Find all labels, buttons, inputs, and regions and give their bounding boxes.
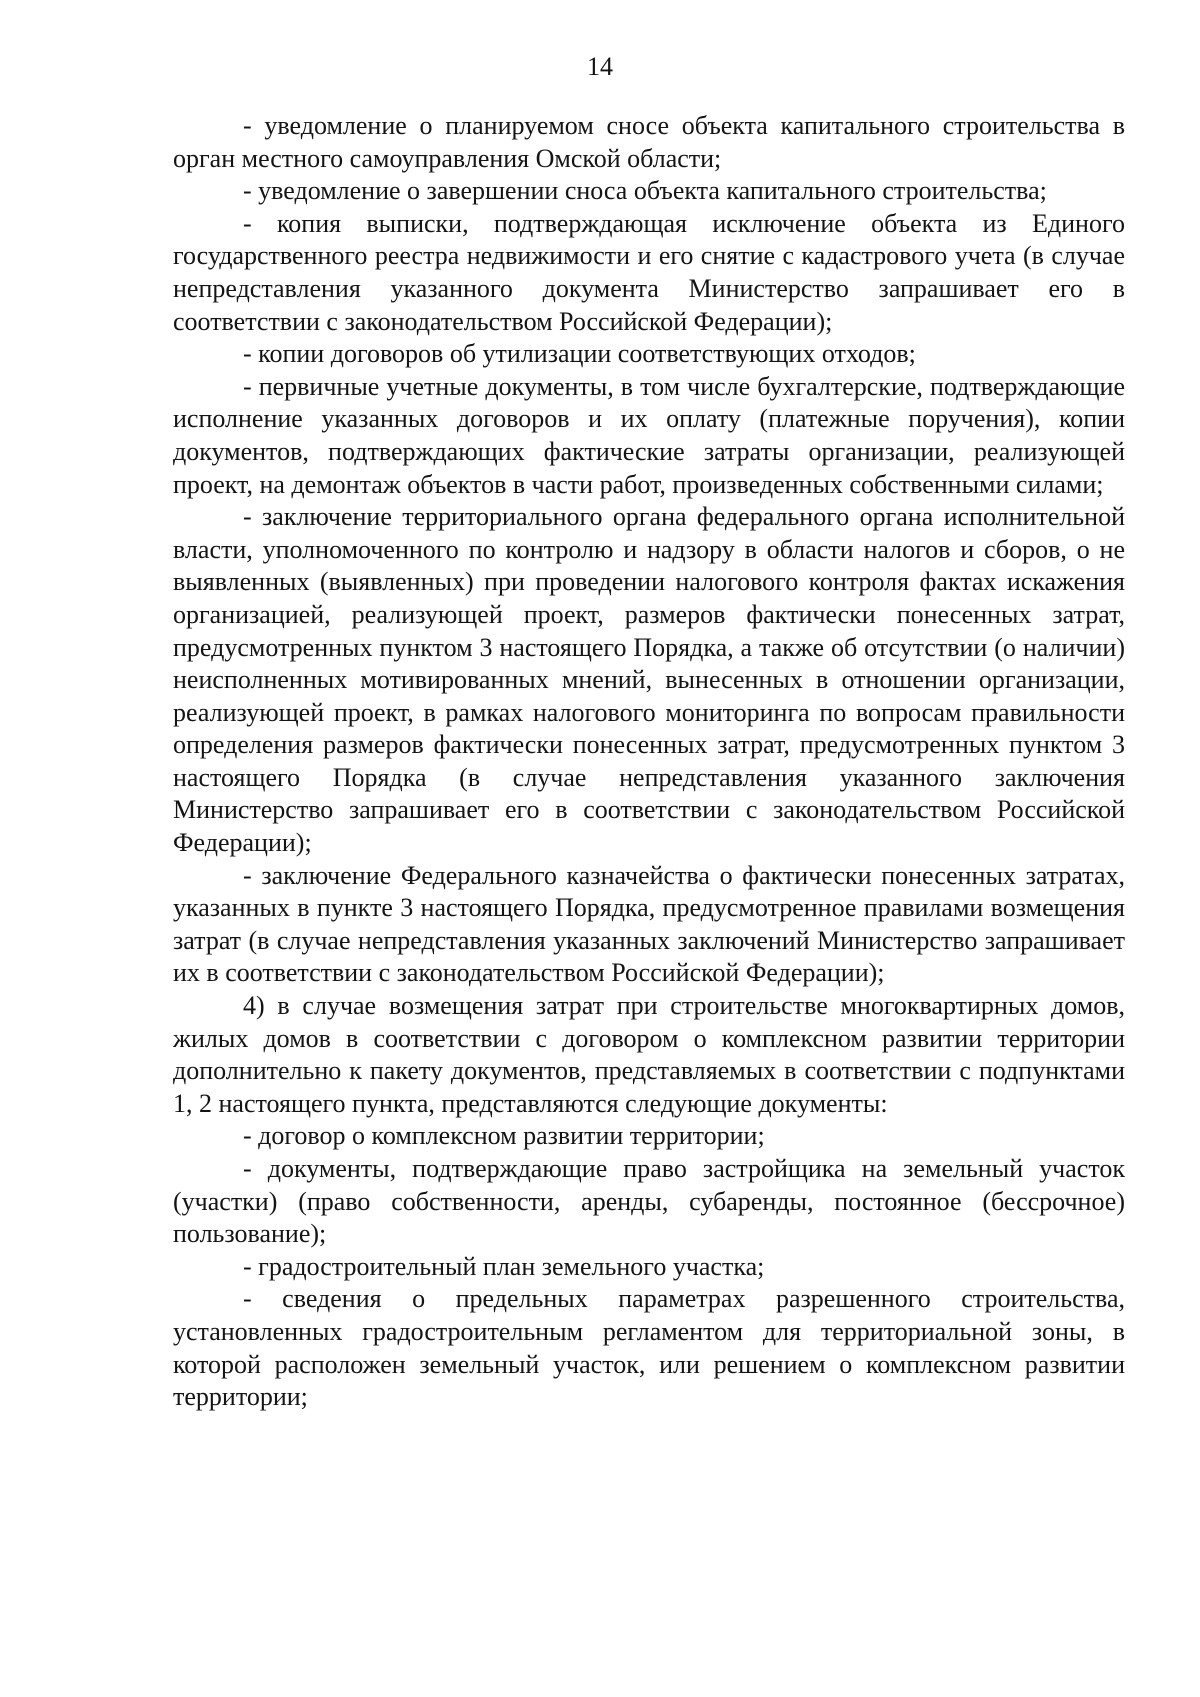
page-number: 14	[587, 52, 613, 81]
paragraph-notice-demolition-completed: - уведомление о завершении сноса объекта капитального строительства;	[243, 176, 1047, 206]
paragraph-land-rights-documents: - документы, подтверждающие право застройщика на земельный участок (участки) (право собственности, аренды, субаренды, постоянное (бессрочное) пользование);	[173, 1154, 1125, 1249]
paragraph-treasury-conclusion: - заключение Федерального казначейства о фактически понесенных затратах, указанных в пункте 3 настоящего Порядка, предусмотренное правилами возмещения затрат (в случае непредставления указанных заключений Министерство запрашивает их в соответствии с законодательством Российской Федерации);	[173, 860, 1125, 988]
paragraph-item-4-construction-costs: 4) в случае возмещения затрат при строительстве многоквартирных домов, жилых домов в соответствии с договором о комплексном развитии территории дополнительно к пакету документов, представляемых в соответствии с подпунктами 1, 2 настоящего пункта, представляются следующие документы:	[173, 991, 1125, 1118]
document-body	[173, 110, 1125, 1414]
paragraph-tax-authority-conclusion: - заключение территориального органа федерального органа исполнительной власти, уполномоченного по контролю и надзору в области налогов и сборов, о не выявленных (выявленных) при проведении налогового контроля фактах искажения организацией, реализующей проект, размеров фактически понесенных затрат, предусмотренных пунктом 3 настоящего Порядка, а также об отсутствии (о наличии) неисполненных мотивированных мнений, вынесенных в отношении организации, реализующей проект, в рамках налогового мониторинга по вопросам правильности определения размеров фактически понесенных затрат, предусмотренных пунктом 3 настоящего Порядка (в случае непредставления указанного заключения Министерство запрашивает его в соответствии с законодательством Российской Федерации);	[173, 502, 1125, 858]
paragraph-waste-disposal-contracts: - копии договоров об утилизации соответствующих отходов;	[243, 339, 916, 369]
paragraph-primary-accounting-documents: - первичные учетные документы, в том числе бухгалтерские, подтверждающие исполнение указанных договоров и их оплату (платежные поручения), копии документов, подтверждающих фактические затраты организации, реализующей проект, на демонтаж объектов в части работ, произведенных собственными силами;	[173, 371, 1125, 499]
paragraph-development-agreement: - договор о комплексном развитии территории;	[243, 1121, 765, 1151]
paragraph-construction-parameters: - сведения о предельных параметрах разрешенного строительства, установленных градостроительным регламентом для территориальной зоны, в которой расположен земельный участок, или решением о комплексном развитии территории;	[173, 1284, 1125, 1412]
paragraph-registry-extract-copy: - копия выписки, подтверждающая исключение объекта из Единого государственного реестра недвижимости и его снятие с кадастрового учета (в случае непредставления указанного документа Министерство запрашивает его в соответствии с законодательством Российской Федерации);	[173, 208, 1125, 336]
paragraph-urban-planning-plan: - градостроительный план земельного участка;	[243, 1251, 765, 1281]
paragraph-notice-planned-demolition: - уведомление о планируемом сносе объекта капитального строительства в орган местного самоуправления Омской области;	[173, 111, 1125, 173]
